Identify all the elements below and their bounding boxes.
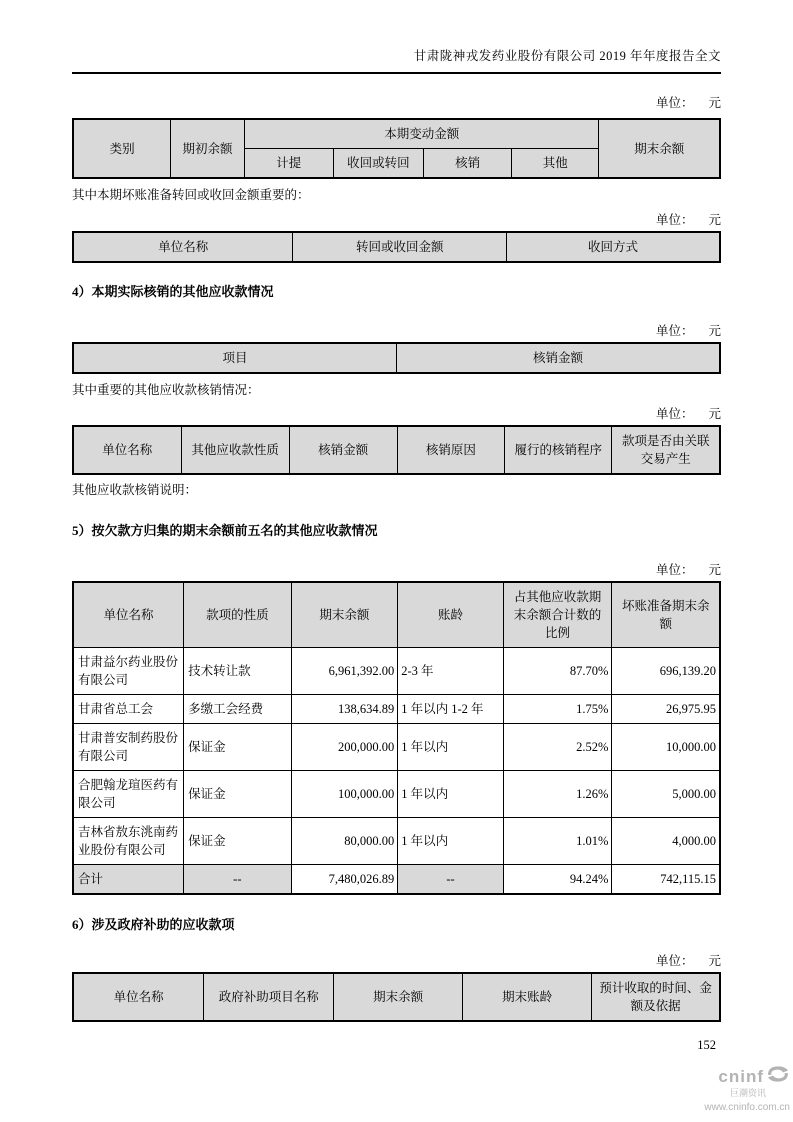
cell-aging: 1 年以内 bbox=[398, 724, 503, 771]
col-unit-name: 单位名称 bbox=[73, 232, 293, 262]
note-important-reversal: 其中本期坏账准备转回或收回金额重要的： bbox=[72, 188, 310, 202]
col-related-party: 款项是否由关联交易产生 bbox=[612, 426, 720, 474]
col-receivable-nature: 其他应收款性质 bbox=[181, 426, 289, 474]
col-subsidy-project-name: 政府补助项目名称 bbox=[204, 973, 334, 1021]
col-closing-balance: 期末余额 bbox=[291, 582, 398, 648]
cell-nature: 技术转让款 bbox=[184, 648, 291, 695]
unit-note bbox=[72, 95, 721, 111]
col-writeoff-reason: 核销原因 bbox=[397, 426, 504, 474]
unit-note bbox=[72, 953, 721, 969]
table-row bbox=[73, 648, 720, 695]
unit-label: 单位： bbox=[655, 96, 694, 110]
cell-aging: 1 年以内 bbox=[398, 771, 503, 818]
page-number: 152 bbox=[697, 1038, 716, 1052]
cell-unit-name: 吉林省敖东洮南药业股份有限公司 bbox=[73, 818, 184, 865]
col-nature: 款项的性质 bbox=[184, 582, 291, 648]
cell-unit-name: 甘肃普安制药股份有限公司 bbox=[73, 724, 184, 771]
col-writeoff-amount: 核销金额 bbox=[289, 426, 397, 474]
col-writeoff-amount: 核销金额 bbox=[397, 343, 721, 373]
col-category: 类别 bbox=[73, 119, 171, 178]
writeoff-items-table bbox=[72, 342, 721, 374]
col-unit-name: 单位名称 bbox=[73, 582, 184, 648]
unit-note bbox=[72, 323, 721, 339]
unit-label: 单位： bbox=[655, 324, 694, 338]
col-provision: 计提 bbox=[244, 149, 333, 179]
unit-currency: 元 bbox=[708, 407, 721, 421]
unit-currency: 元 bbox=[708, 96, 721, 110]
col-recovery-method: 收回方式 bbox=[506, 232, 720, 262]
cell-total-provision-balance: 742,115.15 bbox=[612, 865, 720, 895]
unit-currency: 元 bbox=[708, 954, 721, 968]
cninfo-logo-caption: 巨潮资讯 bbox=[729, 1089, 766, 1099]
unit-label: 单位： bbox=[655, 407, 694, 421]
bad-debt-provision-change-table bbox=[72, 118, 721, 179]
cninfo-site-url: www.cninfo.com.cn bbox=[704, 1102, 790, 1113]
cell-closing-balance: 138,634.89 bbox=[291, 695, 398, 724]
cell-ratio: 1.75% bbox=[503, 695, 612, 724]
col-closing-balance: 期末余额 bbox=[599, 119, 720, 178]
cell-total-nature: -- bbox=[184, 865, 291, 895]
col-unit-name: 单位名称 bbox=[73, 973, 204, 1021]
unit-currency: 元 bbox=[708, 563, 721, 577]
unit-note bbox=[72, 562, 721, 578]
col-writeoff-procedure: 履行的核销程序 bbox=[505, 426, 612, 474]
report-header-title: 甘肃陇神戎发药业股份有限公司 2019 年年度报告全文 bbox=[413, 49, 721, 63]
col-ratio: 占其他应收款期末余额合计数的比例 bbox=[503, 582, 612, 648]
unit-label: 单位： bbox=[655, 213, 694, 227]
cell-total-aging: -- bbox=[398, 865, 503, 895]
unit-note bbox=[72, 406, 721, 422]
government-subsidy-receivables-table bbox=[72, 972, 721, 1022]
cell-provision-balance: 26,975.95 bbox=[612, 695, 720, 724]
cell-nature: 保证金 bbox=[184, 724, 291, 771]
unit-note bbox=[72, 212, 721, 228]
col-reversal-amount: 转回或收回金额 bbox=[293, 232, 507, 262]
cell-closing-balance: 80,000.00 bbox=[291, 818, 398, 865]
cell-aging: 1 年以内 1-2 年 bbox=[398, 695, 503, 724]
cell-closing-balance: 6,961,392.00 bbox=[291, 648, 398, 695]
col-item: 项目 bbox=[73, 343, 397, 373]
cell-aging: 1 年以内 bbox=[398, 818, 503, 865]
col-opening-balance: 期初余额 bbox=[171, 119, 245, 178]
table-row bbox=[73, 818, 720, 865]
col-provision-balance: 坏账准备期末余额 bbox=[612, 582, 720, 648]
cell-unit-name: 甘肃省总工会 bbox=[73, 695, 184, 724]
section-heading-5: 5）按欠款方归集的期末余额前五名的其他应收款情况 bbox=[72, 523, 378, 538]
cell-ratio: 1.01% bbox=[503, 818, 612, 865]
section-heading-6: 6）涉及政府补助的应收款项 bbox=[72, 917, 235, 932]
cell-provision-balance: 4,000.00 bbox=[612, 818, 720, 865]
unit-label: 单位： bbox=[655, 954, 694, 968]
important-writeoff-table bbox=[72, 425, 721, 475]
header-rule bbox=[72, 72, 721, 74]
cell-total-label: 合计 bbox=[73, 865, 184, 895]
table-row bbox=[73, 771, 720, 818]
unit-currency: 元 bbox=[708, 213, 721, 227]
cell-unit-name: 甘肃益尔药业股份有限公司 bbox=[73, 648, 184, 695]
reversal-recovery-table bbox=[72, 231, 721, 263]
col-closing-balance: 期末余额 bbox=[334, 973, 463, 1021]
cninfo-swirl-icon bbox=[766, 1064, 790, 1089]
col-unit-name: 单位名称 bbox=[73, 426, 181, 474]
cell-ratio: 1.26% bbox=[503, 771, 612, 818]
cell-aging: 2-3 年 bbox=[398, 648, 503, 695]
cell-nature: 保证金 bbox=[184, 818, 291, 865]
cell-ratio: 2.52% bbox=[503, 724, 612, 771]
cninfo-logo bbox=[670, 1064, 790, 1114]
col-write-off: 核销 bbox=[424, 149, 512, 179]
col-recover-or-reverse: 收回或转回 bbox=[333, 149, 424, 179]
cell-nature: 保证金 bbox=[184, 771, 291, 818]
table-total-row bbox=[73, 865, 720, 895]
cell-total-ratio: 94.24% bbox=[503, 865, 612, 895]
cninfo-logo-text: cninf bbox=[718, 1067, 764, 1086]
section-heading-4: 4）本期实际核销的其他应收款情况 bbox=[72, 284, 274, 299]
cell-unit-name: 合肥翰龙瑄医药有限公司 bbox=[73, 771, 184, 818]
cell-closing-balance: 200,000.00 bbox=[291, 724, 398, 771]
table-row bbox=[73, 695, 720, 724]
unit-currency: 元 bbox=[708, 324, 721, 338]
cell-provision-balance: 10,000.00 bbox=[612, 724, 720, 771]
col-current-change: 本期变动金额 bbox=[244, 119, 599, 149]
cell-nature: 多缴工会经费 bbox=[184, 695, 291, 724]
cell-ratio: 87.70% bbox=[503, 648, 612, 695]
table-row bbox=[73, 724, 720, 771]
top-five-receivables-table bbox=[72, 581, 721, 895]
cell-total-closing-balance: 7,480,026.89 bbox=[291, 865, 398, 895]
col-closing-aging: 期末账龄 bbox=[462, 973, 591, 1021]
col-aging: 账龄 bbox=[398, 582, 503, 648]
note-writeoff-explain: 其他应收款核销说明： bbox=[72, 483, 198, 497]
cell-provision-balance: 5,000.00 bbox=[612, 771, 720, 818]
col-other: 其他 bbox=[512, 149, 599, 179]
col-expected-collection: 预计收取的时间、金额及依据 bbox=[592, 973, 720, 1021]
note-important-writeoff: 其中重要的其他应收款核销情况： bbox=[72, 383, 260, 397]
cell-closing-balance: 100,000.00 bbox=[291, 771, 398, 818]
unit-label: 单位： bbox=[655, 563, 694, 577]
cell-provision-balance: 696,139.20 bbox=[612, 648, 720, 695]
